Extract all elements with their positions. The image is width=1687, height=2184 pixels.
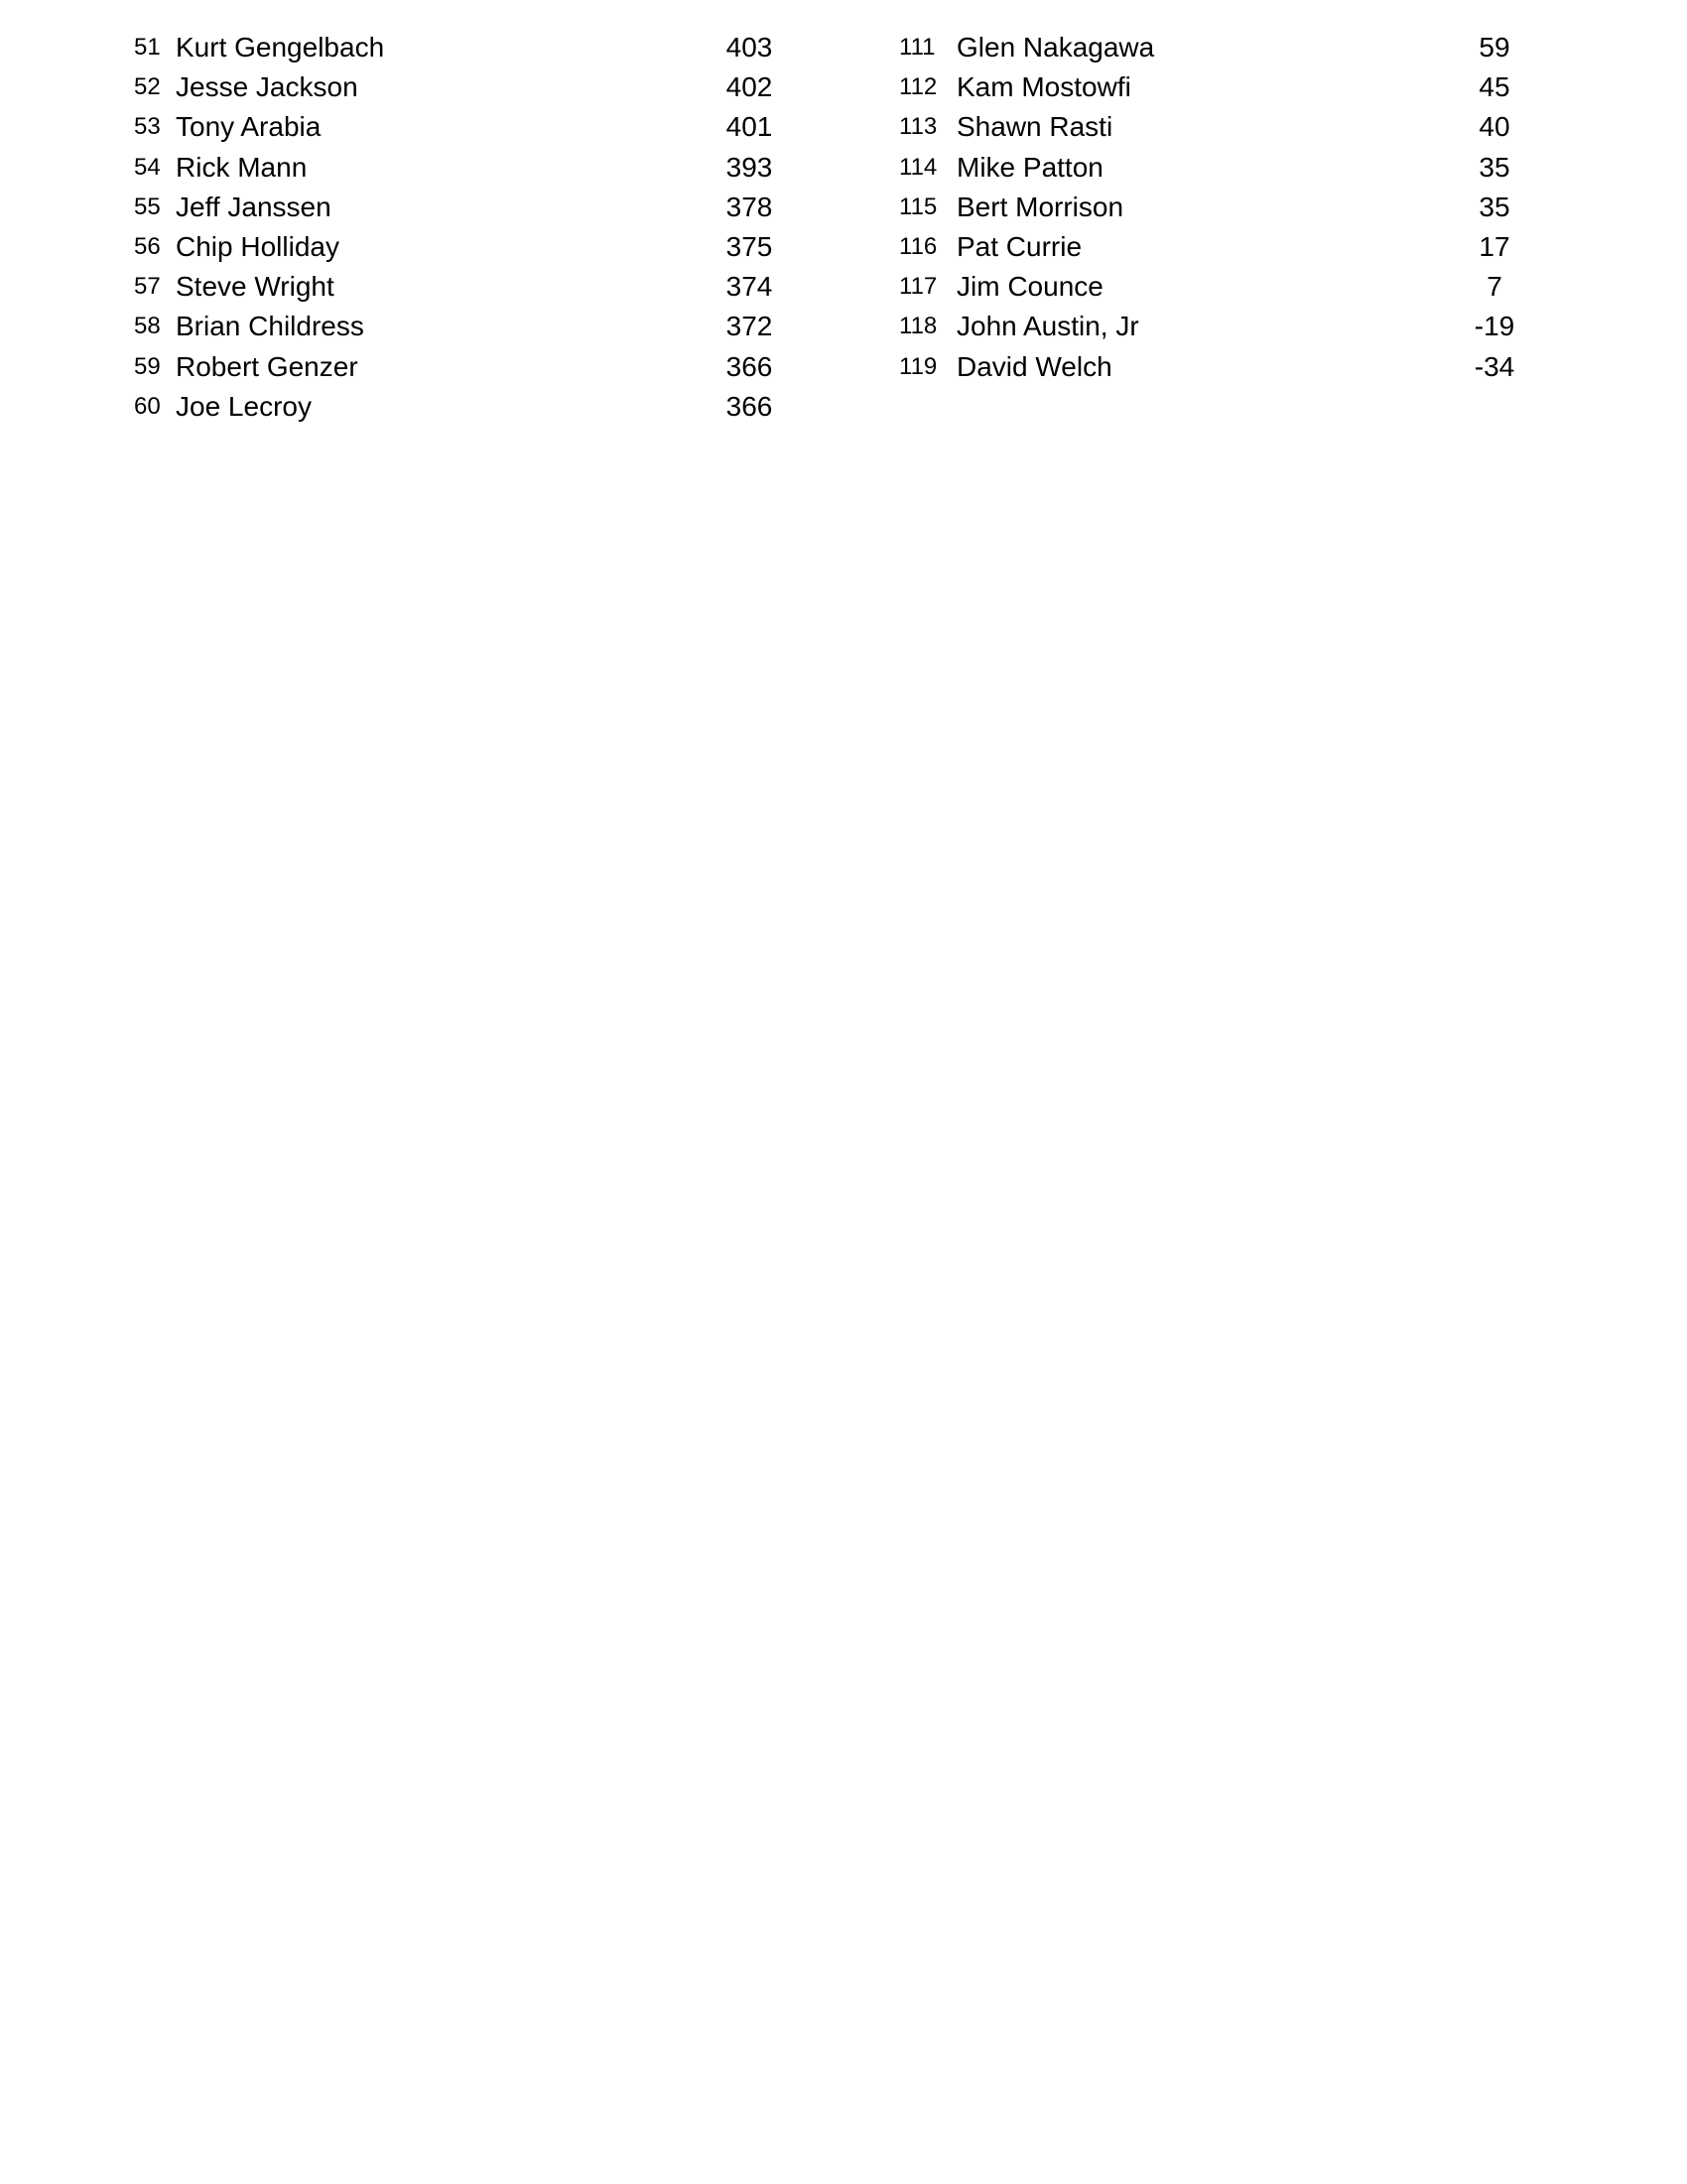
rank-number: 119: [899, 352, 938, 380]
rank-number: 53: [134, 113, 161, 141]
player-score: 35: [1479, 191, 1510, 222]
player-name: Jesse Jackson: [176, 71, 358, 103]
player-score: 402: [725, 71, 773, 103]
player-score: -19: [1474, 311, 1515, 342]
player-score: 59: [1479, 32, 1510, 63]
list-item: [134, 307, 789, 346]
player-score: 35: [1479, 151, 1510, 183]
list-item: [899, 67, 1534, 107]
list-item: [134, 28, 789, 67]
player-name: Glen Nakagawa: [957, 32, 1155, 63]
rank-number: 111: [899, 34, 936, 61]
player-score: 372: [725, 311, 773, 342]
player-name: Bert Morrison: [957, 191, 1124, 222]
player-name: Rick Mann: [176, 151, 308, 183]
player-name: Jeff Janssen: [176, 191, 331, 222]
rank-number: 113: [899, 113, 938, 141]
player-name: Robert Genzer: [176, 350, 358, 382]
player-name: Tony Arabia: [176, 111, 322, 143]
player-score: 366: [725, 390, 773, 422]
player-name: John Austin, Jr: [957, 311, 1139, 342]
rank-number: 117: [899, 273, 938, 301]
list-item: [134, 227, 789, 267]
rank-number: 58: [134, 313, 161, 340]
player-name: Pat Currie: [957, 230, 1083, 262]
list-item: [899, 227, 1534, 267]
list-item: [134, 387, 789, 427]
player-score: 375: [725, 230, 773, 262]
player-name: Jim Counce: [957, 271, 1103, 303]
list-item: [134, 267, 789, 307]
list-item: [899, 347, 1534, 387]
list-item: [899, 188, 1534, 227]
player-name: Steve Wright: [176, 271, 334, 303]
list-item: [134, 67, 789, 107]
standings-right-column: [899, 28, 1534, 387]
rank-number: 114: [899, 153, 938, 181]
list-item: [899, 148, 1534, 188]
list-item: [134, 188, 789, 227]
player-name: Chip Holliday: [176, 230, 339, 262]
player-score: 7: [1487, 271, 1502, 303]
player-score: 401: [725, 111, 773, 143]
rank-number: 60: [134, 392, 161, 420]
list-item: [899, 28, 1534, 67]
player-name: Kurt Gengelbach: [176, 32, 385, 63]
rank-number: 118: [899, 313, 938, 340]
player-score: 366: [725, 350, 773, 382]
list-item: [134, 148, 789, 188]
rank-number: 59: [134, 352, 161, 380]
standings-left-column: [134, 28, 789, 427]
player-name: Brian Childress: [176, 311, 364, 342]
list-item: [134, 347, 789, 387]
player-name: Joe Lecroy: [176, 390, 312, 422]
rank-number: 51: [134, 34, 161, 61]
player-score: 17: [1479, 230, 1510, 262]
player-score: 40: [1479, 111, 1510, 143]
list-item: [899, 307, 1534, 346]
list-item: [134, 107, 789, 147]
rank-number: 115: [899, 193, 938, 220]
rank-number: 52: [134, 73, 161, 101]
rank-number: 55: [134, 193, 161, 220]
rank-number: 112: [899, 73, 938, 101]
player-score: 45: [1479, 71, 1510, 103]
rank-number: 54: [134, 153, 161, 181]
player-score: 403: [725, 32, 773, 63]
rank-number: 57: [134, 273, 161, 301]
player-score: -34: [1474, 350, 1515, 382]
player-score: 374: [725, 271, 773, 303]
player-name: Mike Patton: [957, 151, 1103, 183]
rank-number: 116: [899, 232, 938, 260]
player-name: Kam Mostowfi: [957, 71, 1131, 103]
list-item: [899, 107, 1534, 147]
rank-number: 56: [134, 232, 161, 260]
player-name: Shawn Rasti: [957, 111, 1113, 143]
player-score: 378: [725, 191, 773, 222]
player-name: David Welch: [957, 350, 1112, 382]
player-score: 393: [725, 151, 773, 183]
list-item: [899, 267, 1534, 307]
